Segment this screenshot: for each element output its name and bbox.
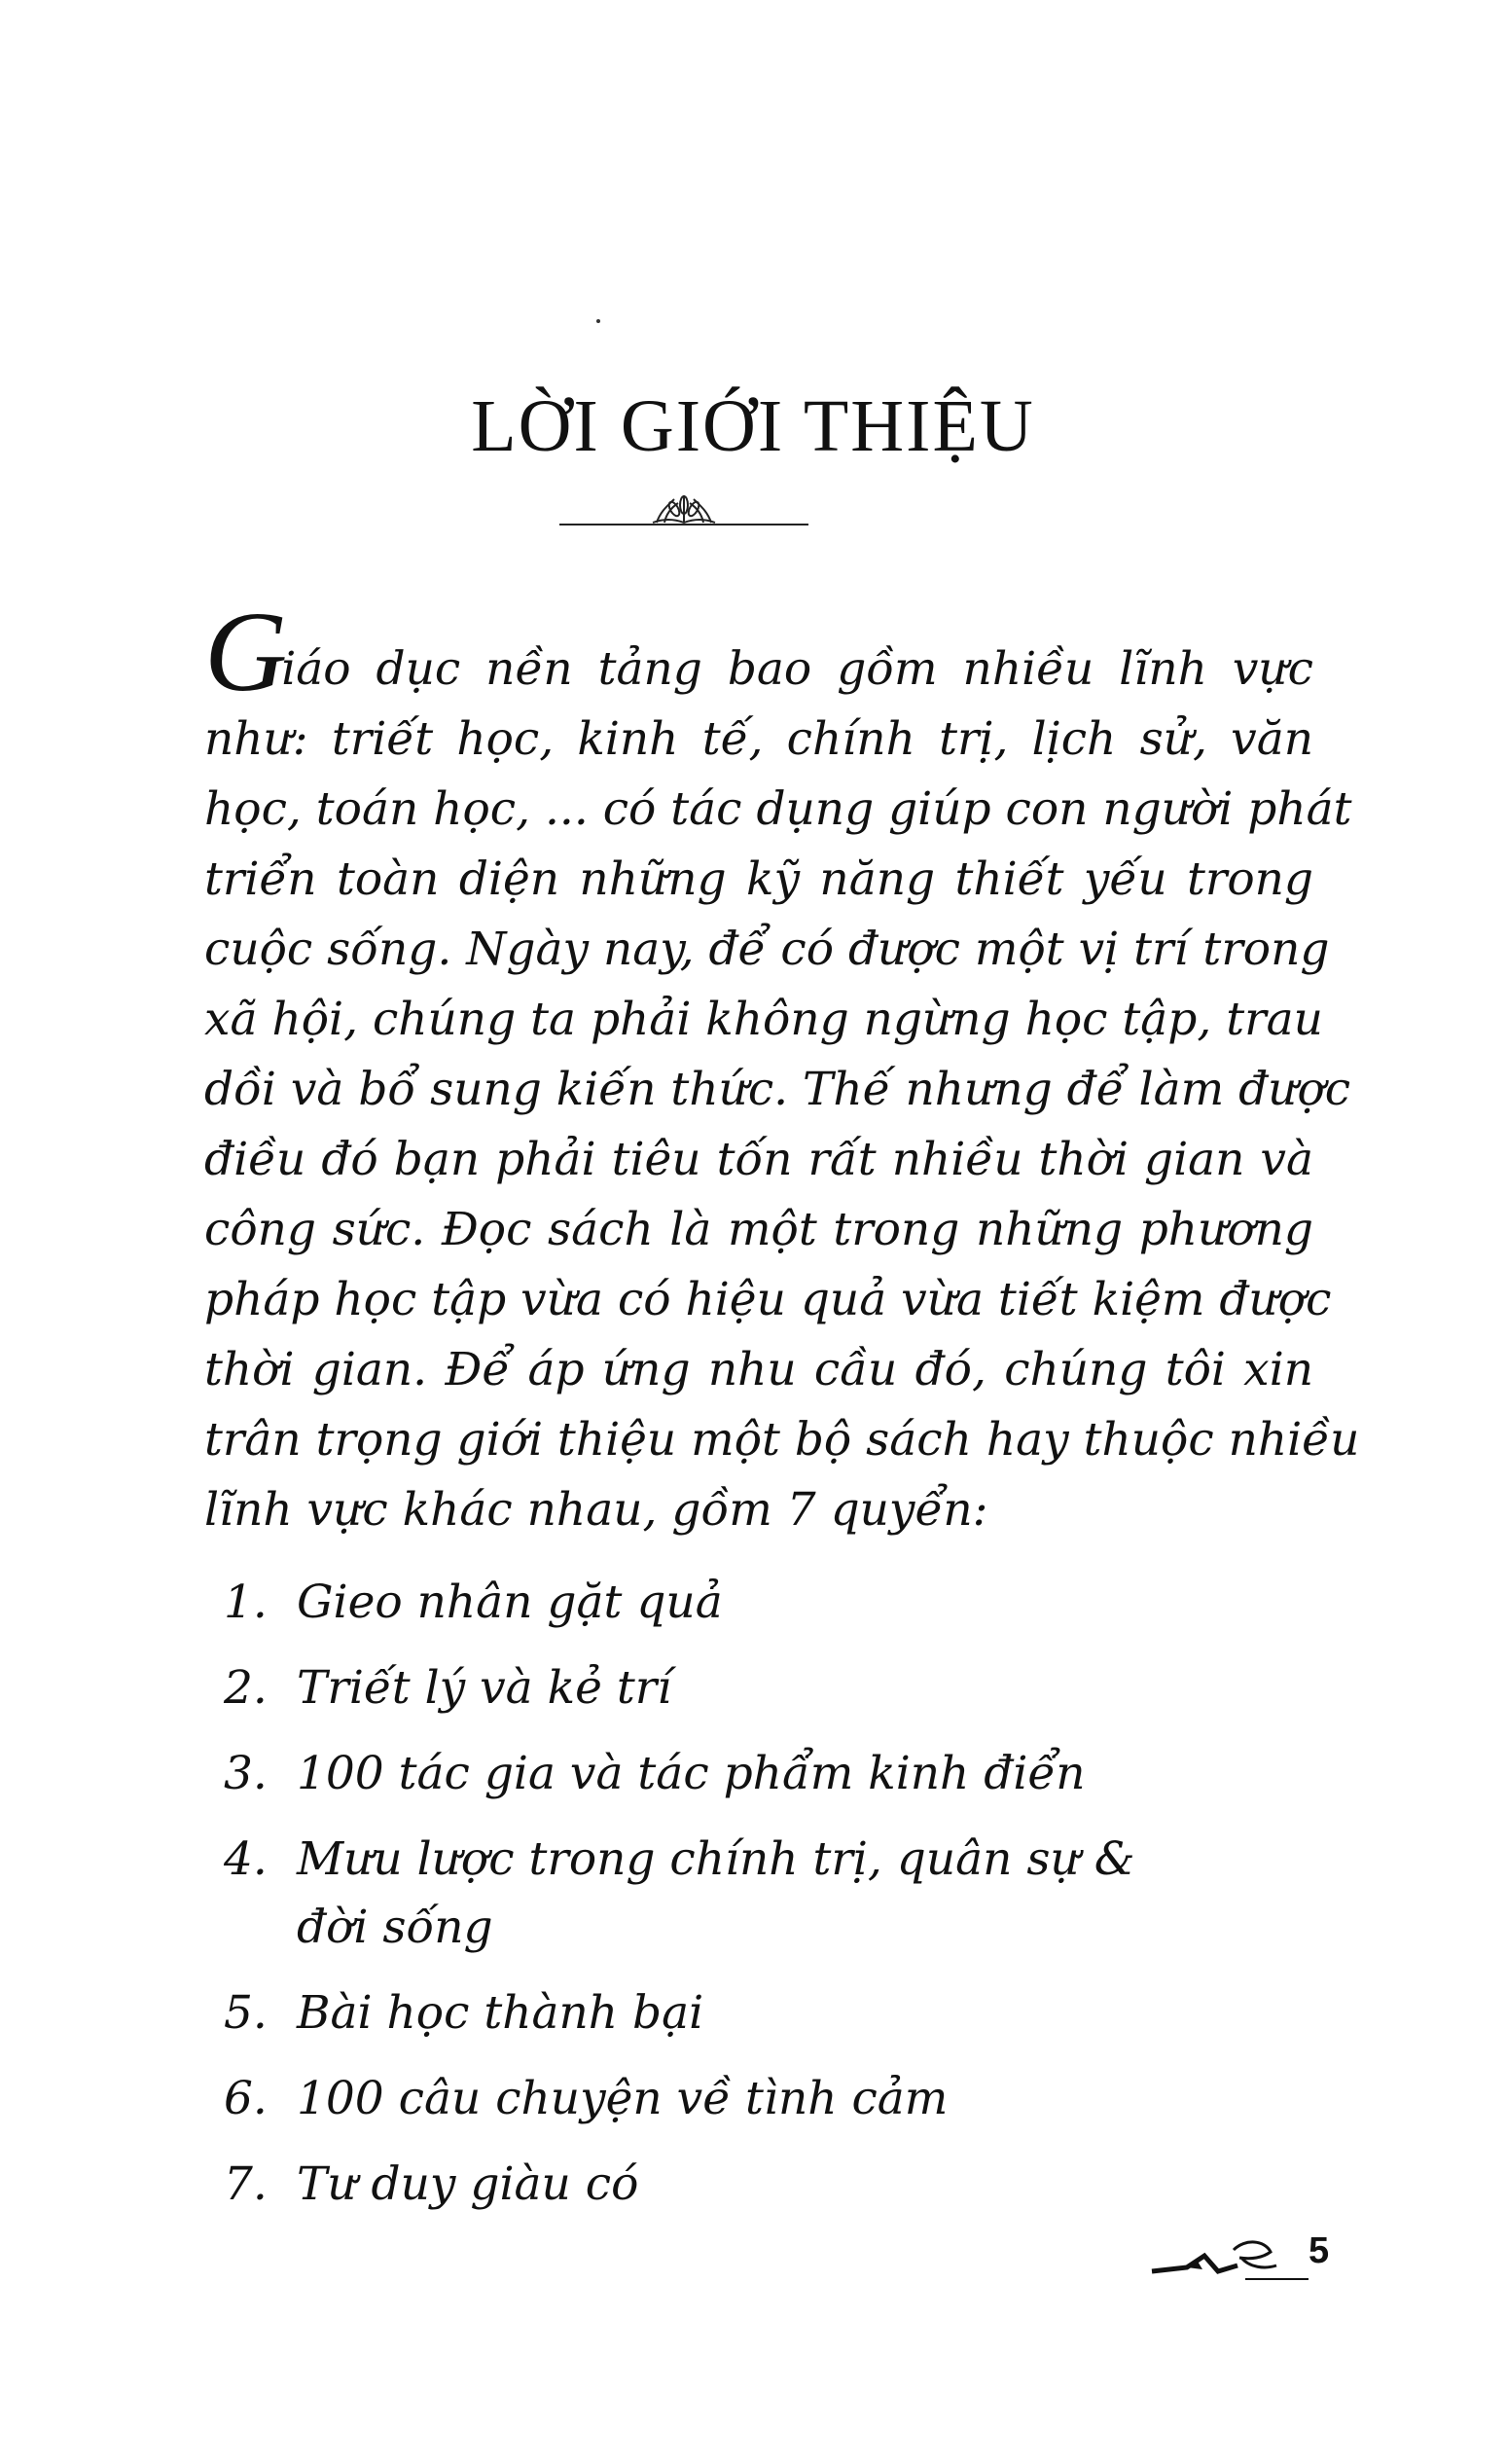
list-item-number: 6. (224, 2072, 268, 2125)
list-item-number: 7. (224, 2157, 268, 2211)
page-number: 5 (1309, 2230, 1330, 2271)
list-item-title: Gieo nhân gặt quả (297, 1576, 723, 1629)
intro-line-10: pháp học tập vừa có hiệu quả vừa tiết kiệm được (204, 1273, 1332, 1326)
list-item-number: 2. (224, 1661, 268, 1715)
list-item-number: 3. (224, 1747, 268, 1800)
intro-line-4: triển toàn diện những kỹ năng thiết yếu trong (204, 852, 1313, 906)
intro-line-13: lĩnh vực khác nhau, gồm 7 quyển: (204, 1483, 988, 1537)
list-item-title: Tư duy giàu có (297, 2157, 639, 2211)
intro-line-12: trân trọng giới thiệu một bộ sách hay thuộc nhiều (204, 1413, 1360, 1467)
list-item-title: Bài học thành bại (297, 1986, 704, 2040)
list-item-number: 4. (224, 1832, 268, 1886)
drop-cap: G (204, 588, 288, 715)
list-item (224, 1740, 1294, 1808)
intro-line-1 (204, 588, 1313, 715)
list-item-title: 100 câu chuyện về tình cảm (297, 2072, 949, 2125)
list-item (224, 2151, 1294, 2219)
footer-ornament (1148, 2228, 1309, 2287)
list-item (224, 1654, 1294, 1722)
intro-paragraph (204, 588, 1360, 1545)
list-item (224, 1569, 1294, 1637)
intro-line-2: như: triết học, kinh tế, chính trị, lịch sử, văn (204, 712, 1313, 766)
intro-line-6: xã hội, chúng ta phải không ngừng học tập, trau (204, 993, 1323, 1046)
list-item-title: 100 tác gia và tác phẩm kinh điển (297, 1747, 1086, 1800)
intro-line-7: dồi và bổ sung kiến thức. Thế nhưng để làm được (204, 1063, 1351, 1116)
list-item (224, 1979, 1294, 2047)
title-divider-ornament (559, 491, 808, 530)
intro-line-9: công sức. Đọc sách là một trong những phương (204, 1203, 1313, 1256)
list-item-number: 1. (224, 1576, 268, 1629)
intro-line-1-text: iáo dục nền tảng bao gồm nhiều lĩnh vực (281, 642, 1313, 696)
intro-line-3: học, toán học, ... có tác dụng giúp con người phát (204, 782, 1352, 836)
list-item-title: Mưu lược trong chính trị, quân sự & đời sống (297, 1832, 1135, 1954)
list-item-title: Triết lý và kẻ trí (297, 1661, 672, 1715)
intro-line-11: thời gian. Để áp ứng nhu cầu đó, chúng tôi xin (204, 1343, 1313, 1396)
ink-speck (596, 319, 600, 323)
book-list (224, 1569, 1294, 2236)
list-item (224, 2065, 1294, 2133)
intro-line-8: điều đó bạn phải tiêu tốn rất nhiều thời gian và (204, 1133, 1313, 1186)
intro-line-5: cuộc sống. Ngày nay, để có được một vị trí trong (204, 923, 1330, 976)
page-title: LỜI GIỚI THIỆU (471, 385, 1035, 467)
list-item-number: 5. (224, 1986, 268, 2040)
list-item (224, 1826, 1211, 1962)
